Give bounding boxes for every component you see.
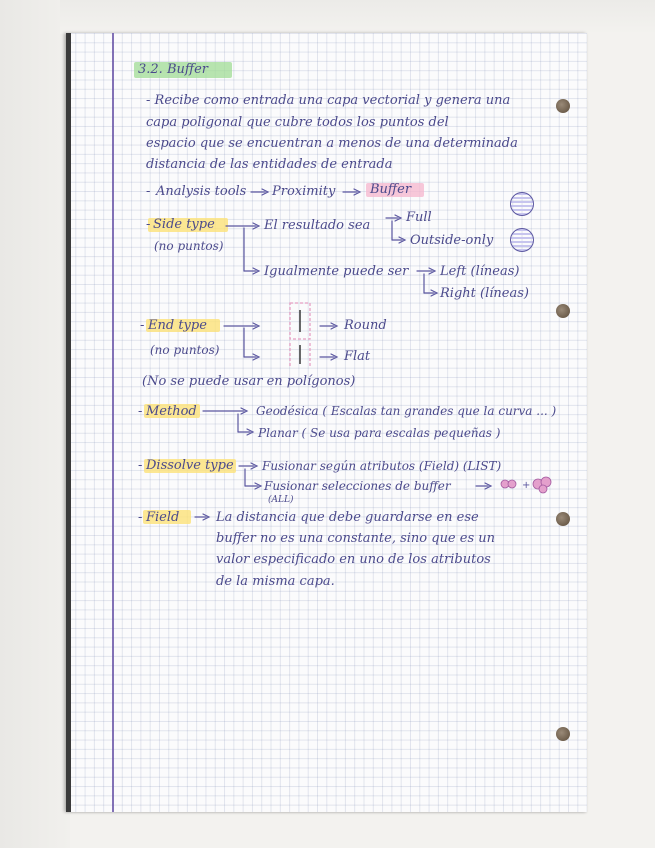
method-label: Method [146,404,197,419]
intro-line: distancia de las entidades de entrada [146,157,393,172]
dissolve-type-label: Dissolve type [146,458,234,473]
side-type-label: Side type [153,217,215,232]
full-buffer-icon [510,192,534,216]
side-type-note: (no puntos) [154,239,224,253]
field-description-line: buffer no es una constante, sino que es un [216,531,496,546]
intro-line: espacio que se encuentran a menos de una determinada [146,136,518,151]
end-type-label: End type [148,318,207,333]
intro-line: - Recibe como entrada una capa vectorial y genera una [146,93,511,108]
bullet-dash: - [146,184,151,199]
right-option: Right (líneas) [440,286,529,301]
section-heading: 3.2. Buffer [138,62,208,77]
bullet-dash: - [146,217,151,232]
also-text: Igualmente puede ser [264,264,409,279]
dissolve-option-fields: Fusionar según atributos (Field) (LIST) [262,459,502,473]
field-description-line: de la misma capa. [216,574,335,589]
flat-option: Flat [344,349,371,364]
geodesic-option: Geodésica ( Escalas tan grandes que la curva ... ) [256,404,557,418]
bullet-dash: - [138,404,143,419]
field-label: Field [146,510,180,525]
outside-only-option: Outside-only [410,233,494,248]
outside-only-buffer-icon [510,228,534,252]
bullet-dash: - [138,458,143,473]
dissolve-option-all: Fusionar selecciones de buffer [264,479,451,493]
planar-option: Planar ( Se usa para escalas pequeñas ) [258,426,501,440]
dissolve-all-note: (ALL) [268,495,294,505]
full-option: Full [406,210,432,225]
round-option: Round [344,318,387,333]
bullet-dash: - [138,510,143,525]
result-text: El resultado sea [264,218,371,233]
intro-line: capa poligonal que cubre todos los puntos del [146,115,449,130]
svg-text:+: + [522,480,531,491]
buffer-text: Buffer [370,182,412,197]
field-description-line: La distancia que debe guardarse en ese [216,510,479,525]
proximity-text: Proximity [272,184,336,199]
field-description-line: valor especificado en uno de los atributos [216,552,491,567]
analysis-tools-text: Analysis tools [156,184,247,199]
end-type-note: (no puntos) [150,343,220,357]
left-option: Left (líneas) [440,264,520,279]
bullet-dash: - [140,318,145,333]
polygon-note: (No se puede usar en polígonos) [142,374,356,389]
